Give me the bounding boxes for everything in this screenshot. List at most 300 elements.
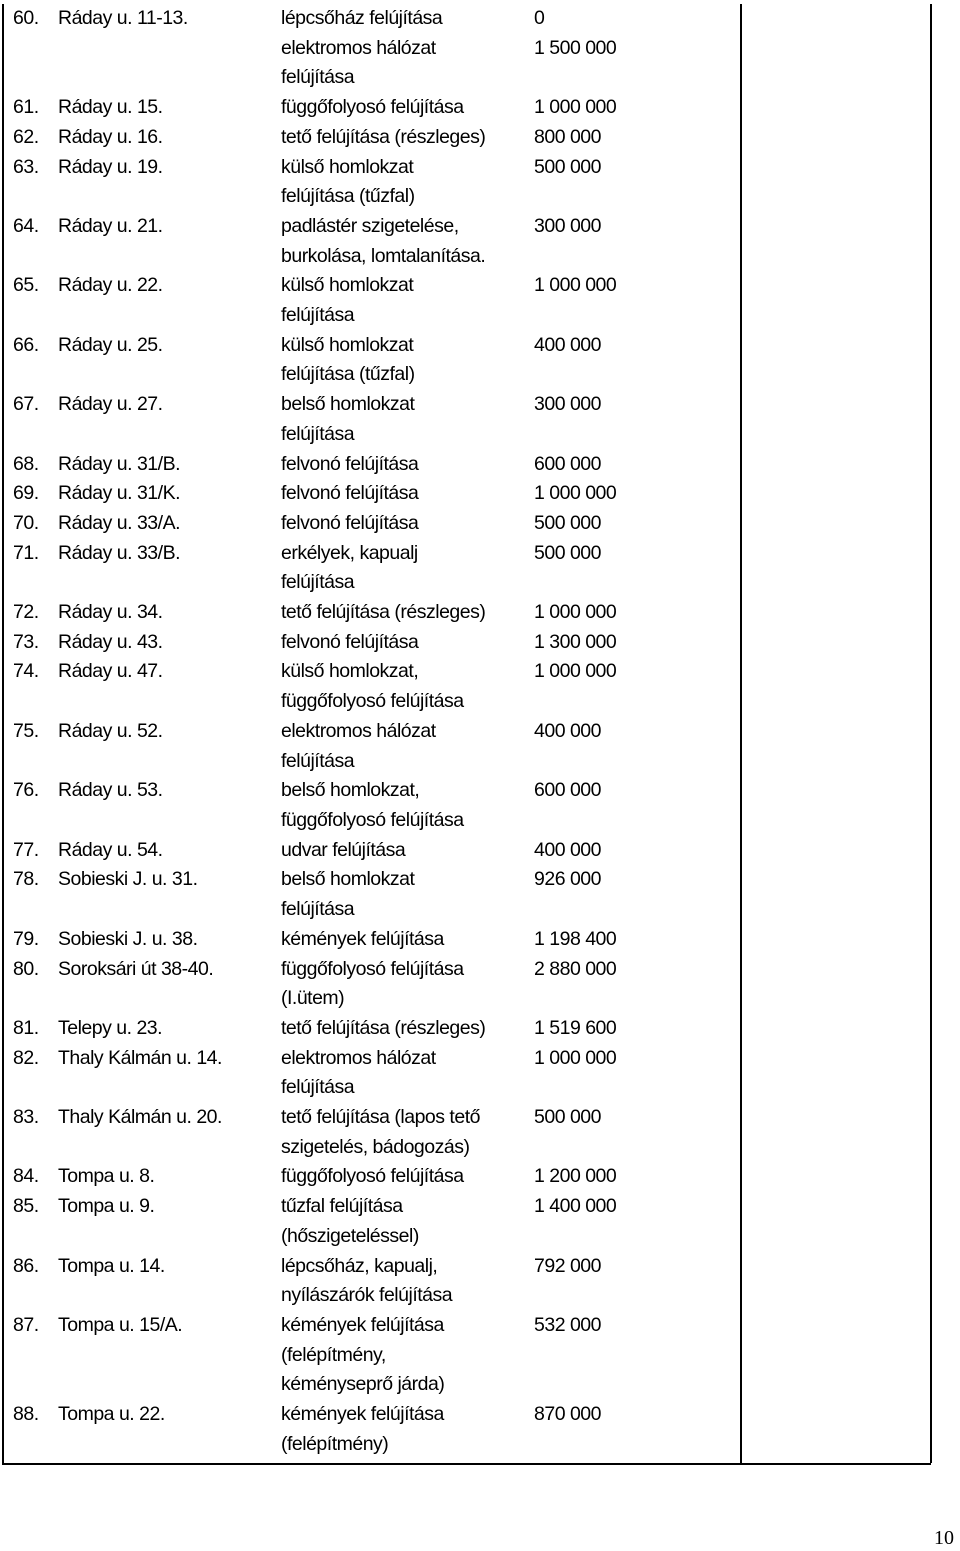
row-number — [3, 1430, 58, 1460]
row-amount: 0 — [534, 7, 545, 29]
row-amount: 400 000 — [534, 719, 601, 742]
row-address: Ráday u. 31/K. — [58, 482, 180, 505]
row-address — [58, 1341, 281, 1371]
row-empty-cell — [739, 776, 934, 806]
row-description: tűzfal felújítása — [281, 1195, 403, 1218]
row-number: 76. — [13, 779, 39, 802]
row-number — [3, 1281, 58, 1311]
row-address: Ráday u. 11-13. — [58, 7, 188, 29]
row-empty-cell — [739, 925, 934, 955]
row-description: felújítása — [281, 749, 355, 772]
row-address — [58, 63, 281, 93]
row-address: Tompa u. 9. — [58, 1195, 155, 1218]
row-amount — [534, 1370, 739, 1400]
table-row — [3, 420, 934, 450]
table-row — [3, 182, 934, 212]
row-empty-cell — [739, 34, 934, 64]
row-number: 87. — [13, 1313, 39, 1336]
row-number: 88. — [13, 1403, 39, 1426]
row-empty-cell — [739, 93, 934, 123]
row-empty-cell — [739, 271, 934, 301]
table-row — [3, 955, 934, 985]
row-address — [58, 182, 281, 212]
row-empty-cell — [739, 509, 934, 539]
table-row — [3, 836, 934, 866]
table-row — [3, 895, 934, 925]
row-empty-cell — [739, 539, 934, 569]
row-description: felújítása (tűzfal) — [281, 363, 415, 386]
table-row — [3, 717, 934, 747]
row-amount — [534, 1073, 739, 1103]
table-row — [3, 925, 934, 955]
row-amount: 1 000 000 — [534, 601, 617, 624]
table-row — [3, 1222, 934, 1252]
row-description: szigetelés, bádogozás) — [281, 1135, 470, 1158]
row-description: felújítása — [281, 422, 355, 445]
row-number — [3, 747, 58, 777]
row-number — [3, 568, 58, 598]
row-amount: 1 000 000 — [534, 1046, 617, 1069]
row-amount — [534, 360, 739, 390]
row-description: elektromos hálózat — [281, 1046, 436, 1069]
row-description: udvar felújítása — [281, 838, 406, 861]
row-empty-cell — [739, 1311, 934, 1341]
row-number — [3, 1222, 58, 1252]
row-amount: 500 000 — [534, 511, 601, 534]
table-row — [3, 1400, 934, 1430]
row-address — [58, 984, 281, 1014]
table-border-line — [740, 4, 742, 1463]
table-border-line — [930, 4, 932, 1463]
row-address — [58, 301, 281, 331]
row-empty-cell — [739, 687, 934, 717]
row-number — [3, 420, 58, 450]
renovation-table — [3, 4, 934, 1459]
row-amount: 1 000 000 — [534, 482, 617, 505]
row-empty-cell — [739, 568, 934, 598]
row-description: belső homlokzat — [281, 868, 415, 891]
row-number — [3, 1341, 58, 1371]
row-description: (I.ütem) — [281, 987, 345, 1010]
row-number: 68. — [13, 452, 39, 475]
row-amount: 600 000 — [534, 779, 601, 802]
row-amount — [534, 420, 739, 450]
row-address: Ráday u. 16. — [58, 125, 163, 148]
row-amount — [534, 747, 739, 777]
row-address — [58, 242, 281, 272]
row-address: Ráday u. 33/A. — [58, 511, 180, 534]
row-amount: 792 000 — [534, 1254, 601, 1277]
row-number: 85. — [13, 1195, 39, 1218]
row-empty-cell — [739, 895, 934, 925]
row-number: 64. — [13, 214, 39, 237]
row-number — [3, 182, 58, 212]
row-amount: 1 519 600 — [534, 1016, 617, 1039]
table-row — [3, 568, 934, 598]
row-number: 81. — [13, 1016, 39, 1039]
row-number — [3, 301, 58, 331]
row-empty-cell — [739, 242, 934, 272]
row-description: lépcsőház felújítása — [281, 7, 443, 29]
row-empty-cell — [739, 984, 934, 1014]
row-address: Ráday u. 31/B. — [58, 452, 180, 475]
row-amount — [534, 1133, 739, 1163]
row-amount: 400 000 — [534, 333, 601, 356]
row-empty-cell — [739, 153, 934, 183]
row-empty-cell — [739, 1162, 934, 1192]
table-row — [3, 776, 934, 806]
table-row — [3, 865, 934, 895]
row-empty-cell — [739, 657, 934, 687]
table-row — [3, 331, 934, 361]
row-address — [58, 1281, 281, 1311]
row-number: 65. — [13, 274, 39, 297]
row-empty-cell — [739, 1014, 934, 1044]
row-empty-cell — [739, 1222, 934, 1252]
row-description: tető felújítása (lapos tető — [281, 1106, 480, 1129]
row-empty-cell — [739, 1370, 934, 1400]
table-row — [3, 598, 934, 628]
row-description: belső homlokzat, — [281, 779, 420, 802]
row-amount: 600 000 — [534, 452, 601, 475]
row-empty-cell — [739, 63, 934, 93]
row-number — [3, 1133, 58, 1163]
table-row — [3, 628, 934, 658]
row-number: 82. — [13, 1046, 39, 1069]
row-amount: 400 000 — [534, 838, 601, 861]
row-description: felvonó felújítása — [281, 630, 419, 653]
table-row — [3, 687, 934, 717]
row-empty-cell — [739, 1400, 934, 1430]
row-amount: 1 000 000 — [534, 96, 617, 119]
row-number: 72. — [13, 601, 39, 624]
row-empty-cell — [739, 1281, 934, 1311]
row-amount: 500 000 — [534, 541, 601, 564]
row-address — [58, 1133, 281, 1163]
row-amount: 1 200 000 — [534, 1165, 617, 1188]
row-number: 83. — [13, 1106, 39, 1129]
row-description: felújítása — [281, 304, 355, 327]
row-amount — [534, 687, 739, 717]
row-address: Sobieski J. u. 38. — [58, 927, 198, 950]
row-empty-cell — [739, 301, 934, 331]
row-address — [58, 1430, 281, 1460]
table-row — [3, 63, 934, 93]
row-number: 78. — [13, 868, 39, 891]
row-empty-cell — [739, 390, 934, 420]
table-row — [3, 509, 934, 539]
row-empty-cell — [739, 4, 934, 34]
row-description: lépcsőház, kapualj, — [281, 1254, 438, 1277]
row-address — [58, 1222, 281, 1252]
row-address: Telepy u. 23. — [58, 1016, 163, 1039]
table-row — [3, 1103, 934, 1133]
row-amount — [534, 1281, 739, 1311]
row-description: kémények felújítása — [281, 1403, 444, 1426]
table-row — [3, 1133, 934, 1163]
row-number: 79. — [13, 927, 39, 950]
row-empty-cell — [739, 955, 934, 985]
row-number: 80. — [13, 957, 39, 980]
row-empty-cell — [739, 360, 934, 390]
table-row — [3, 34, 934, 64]
row-address — [58, 568, 281, 598]
row-amount — [534, 895, 739, 925]
table-bottom-border — [2, 1463, 931, 1465]
row-address: Ráday u. 43. — [58, 630, 163, 653]
row-amount: 500 000 — [534, 1106, 601, 1129]
row-amount: 1 500 000 — [534, 36, 617, 59]
row-number: 71. — [13, 541, 39, 564]
row-number — [3, 984, 58, 1014]
row-description: függőfolyosó felújítása — [281, 690, 464, 713]
row-empty-cell — [739, 747, 934, 777]
row-number — [3, 1370, 58, 1400]
row-amount — [534, 568, 739, 598]
row-empty-cell — [739, 182, 934, 212]
row-number: 66. — [13, 333, 39, 356]
row-amount: 1 400 000 — [534, 1195, 617, 1218]
row-amount — [534, 242, 739, 272]
row-address: Ráday u. 21. — [58, 214, 163, 237]
row-number: 84. — [13, 1165, 39, 1188]
row-empty-cell — [739, 1341, 934, 1371]
table-row — [3, 360, 934, 390]
row-empty-cell — [739, 1103, 934, 1133]
table-row — [3, 4, 934, 34]
row-address — [58, 747, 281, 777]
row-description: felvonó felújítása — [281, 511, 419, 534]
row-description: felújítása — [281, 898, 355, 921]
row-address: Ráday u. 15. — [58, 96, 163, 119]
row-amount: 300 000 — [534, 393, 601, 416]
row-number: 62. — [13, 125, 39, 148]
table-row — [3, 153, 934, 183]
row-amount: 300 000 — [534, 214, 601, 237]
row-amount: 2 880 000 — [534, 957, 617, 980]
row-number: 61. — [13, 96, 39, 119]
row-address — [58, 806, 281, 836]
table-row — [3, 1192, 934, 1222]
row-amount — [534, 182, 739, 212]
row-address: Thaly Kálmán u. 20. — [58, 1106, 222, 1129]
row-address: Ráday u. 22. — [58, 274, 163, 297]
row-address — [58, 687, 281, 717]
row-address: Soroksári út 38-40. — [58, 957, 214, 980]
row-empty-cell — [739, 628, 934, 658]
row-number — [3, 360, 58, 390]
row-number: 67. — [13, 393, 39, 416]
row-amount: 1 000 000 — [534, 660, 617, 683]
row-address: Ráday u. 52. — [58, 719, 163, 742]
row-address: Tompa u. 14. — [58, 1254, 165, 1277]
row-description: nyílászárók felújítása — [281, 1284, 453, 1307]
table-row — [3, 1430, 934, 1460]
row-description: elektromos hálózat — [281, 36, 436, 59]
row-amount: 1 198 400 — [534, 927, 617, 950]
row-empty-cell — [739, 865, 934, 895]
row-empty-cell — [739, 1044, 934, 1074]
row-amount — [534, 1430, 739, 1460]
table-row — [3, 93, 934, 123]
row-address: Ráday u. 33/B. — [58, 541, 180, 564]
row-empty-cell — [739, 598, 934, 628]
row-description: kéményseprő járda) — [281, 1373, 445, 1396]
row-empty-cell — [739, 212, 934, 242]
row-amount: 1 300 000 — [534, 630, 617, 653]
row-number — [3, 63, 58, 93]
row-description: felújítása — [281, 571, 355, 594]
row-description: felvonó felújítása — [281, 482, 419, 505]
table-row — [3, 450, 934, 480]
row-address: Tompa u. 15/A. — [58, 1313, 183, 1336]
row-address — [58, 34, 281, 64]
row-address: Ráday u. 54. — [58, 838, 163, 861]
row-empty-cell — [739, 1133, 934, 1163]
row-description: padlástér szigetelése, — [281, 214, 459, 237]
row-description: függőfolyosó felújítása — [281, 808, 464, 831]
table-row — [3, 479, 934, 509]
row-description: tető felújítása (részleges) — [281, 1016, 486, 1039]
table-row — [3, 1252, 934, 1282]
row-amount — [534, 984, 739, 1014]
row-description: külső homlokzat — [281, 274, 414, 297]
table-row — [3, 212, 934, 242]
row-empty-cell — [739, 806, 934, 836]
row-description: tető felújítása (részleges) — [281, 601, 486, 624]
row-empty-cell — [739, 1430, 934, 1460]
row-description: felújítása (tűzfal) — [281, 185, 415, 208]
row-amount — [534, 63, 739, 93]
row-address: Ráday u. 19. — [58, 155, 163, 178]
row-empty-cell — [739, 479, 934, 509]
row-description: tető felújítása (részleges) — [281, 125, 486, 148]
row-number: 69. — [13, 482, 39, 505]
row-amount — [534, 1341, 739, 1371]
row-number: 63. — [13, 155, 39, 178]
row-description: külső homlokzat, — [281, 660, 419, 683]
table-row — [3, 1014, 934, 1044]
page-number: 10 — [934, 1527, 954, 1549]
row-address — [58, 360, 281, 390]
row-description: függőfolyosó felújítása — [281, 957, 464, 980]
row-description: (felépítmény) — [281, 1432, 389, 1455]
row-number — [3, 687, 58, 717]
row-description: kémények felújítása — [281, 1313, 444, 1336]
row-description: függőfolyosó felújítása — [281, 1165, 464, 1188]
row-address: Tompa u. 8. — [58, 1165, 155, 1188]
row-description: felújítása — [281, 1076, 355, 1099]
table-row — [3, 1341, 934, 1371]
row-empty-cell — [739, 836, 934, 866]
row-number — [3, 34, 58, 64]
row-amount: 926 000 — [534, 868, 601, 891]
row-empty-cell — [739, 450, 934, 480]
table-row — [3, 390, 934, 420]
row-empty-cell — [739, 123, 934, 153]
row-address — [58, 895, 281, 925]
row-description: elektromos hálózat — [281, 719, 436, 742]
table-row — [3, 747, 934, 777]
row-amount: 1 000 000 — [534, 274, 617, 297]
row-amount: 532 000 — [534, 1313, 601, 1336]
row-empty-cell — [739, 331, 934, 361]
table-row — [3, 242, 934, 272]
row-address — [58, 1073, 281, 1103]
row-description: külső homlokzat — [281, 333, 414, 356]
row-number — [3, 806, 58, 836]
row-address: Ráday u. 34. — [58, 601, 163, 624]
row-number — [3, 1073, 58, 1103]
row-empty-cell — [739, 717, 934, 747]
table-row — [3, 657, 934, 687]
row-description: felújítása — [281, 66, 355, 89]
row-description: (felépítmény, — [281, 1343, 386, 1366]
row-description: függőfolyosó felújítása — [281, 96, 464, 119]
row-description: (hőszigeteléssel) — [281, 1224, 419, 1247]
row-amount: 870 000 — [534, 1403, 601, 1426]
row-amount: 800 000 — [534, 125, 601, 148]
row-address: Ráday u. 27. — [58, 393, 163, 416]
row-empty-cell — [739, 1252, 934, 1282]
table-row — [3, 984, 934, 1014]
row-number — [3, 242, 58, 272]
table-row — [3, 271, 934, 301]
row-description: burkolása, lomtalanítása. — [281, 244, 486, 267]
table-row — [3, 1370, 934, 1400]
row-number — [3, 895, 58, 925]
row-amount — [534, 1222, 739, 1252]
row-number: 74. — [13, 660, 39, 683]
row-amount — [534, 806, 739, 836]
row-amount: 500 000 — [534, 155, 601, 178]
row-address: Thaly Kálmán u. 14. — [58, 1046, 222, 1069]
row-address — [58, 1370, 281, 1400]
table-row — [3, 123, 934, 153]
row-empty-cell — [739, 1192, 934, 1222]
row-number: 70. — [13, 511, 39, 534]
table-row — [3, 1073, 934, 1103]
row-amount — [534, 301, 739, 331]
row-description: külső homlokzat — [281, 155, 414, 178]
table-row — [3, 1281, 934, 1311]
row-empty-cell — [739, 420, 934, 450]
row-description: felvonó felújítása — [281, 452, 419, 475]
row-address: Sobieski J. u. 31. — [58, 868, 198, 891]
row-address: Ráday u. 25. — [58, 333, 163, 356]
row-description: kémények felújítása — [281, 927, 444, 950]
row-number: 73. — [13, 630, 39, 653]
table-row — [3, 1162, 934, 1192]
row-number: 75. — [13, 719, 39, 742]
table-row — [3, 1044, 934, 1074]
row-number: 60. — [13, 7, 39, 29]
row-description: erkélyek, kapualj — [281, 541, 418, 564]
table-row — [3, 1311, 934, 1341]
row-number: 86. — [13, 1254, 39, 1277]
row-description: belső homlokzat — [281, 393, 415, 416]
row-number: 77. — [13, 838, 39, 861]
row-address — [58, 420, 281, 450]
row-address: Ráday u. 53. — [58, 779, 163, 802]
row-address: Ráday u. 47. — [58, 660, 163, 683]
table-row — [3, 539, 934, 569]
row-address: Tompa u. 22. — [58, 1403, 165, 1426]
table-border-line — [2, 4, 4, 1463]
row-empty-cell — [739, 1073, 934, 1103]
table-row — [3, 301, 934, 331]
table-row — [3, 806, 934, 836]
